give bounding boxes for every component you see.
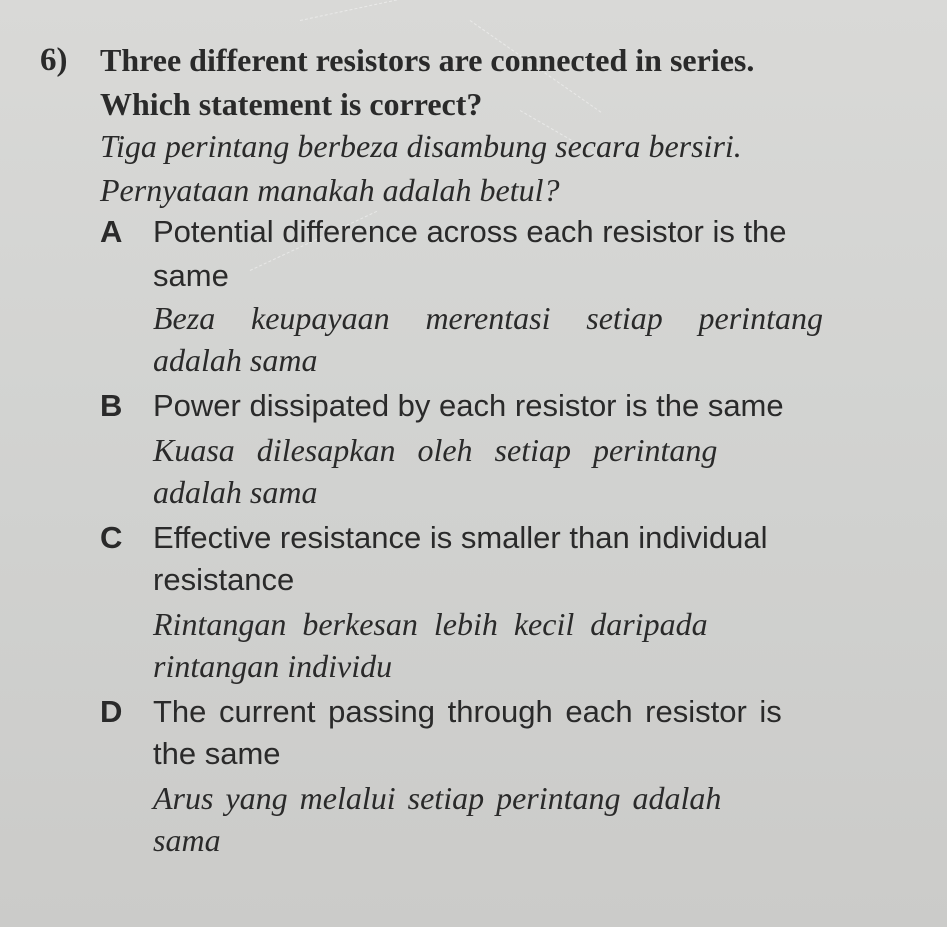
word: merentasi	[425, 300, 551, 336]
option-a-en-line-1[interactable]: Potential difference across each resistor is the	[153, 214, 787, 249]
option-a-ms-line-1	[153, 300, 823, 337]
option-d-en-line-2[interactable]: the same	[153, 736, 281, 771]
option-a-ms-line-2: adalah sama	[153, 342, 318, 378]
option-c-en-line-1[interactable]: Effective resistance is smaller than individual	[153, 520, 768, 555]
option-b-ms-line-2: adalah sama	[153, 474, 318, 510]
option-b-ms-line-1: Kuasa dilesapkan oleh setiap perintang	[153, 432, 718, 468]
word: keupayaan	[251, 300, 390, 336]
option-d-ms-line-1: Arus yang melalui setiap perintang adalah	[153, 780, 722, 816]
option-b-letter[interactable]: B	[100, 388, 123, 423]
option-b-en-line-1[interactable]: Power dissipated by each resistor is the same	[153, 388, 784, 423]
option-a-letter[interactable]: A	[100, 214, 123, 249]
option-c-ms-line-2: rintangan individu	[153, 648, 393, 684]
paper-crease	[300, 0, 476, 21]
question-number: 6)	[40, 42, 68, 78]
option-d-ms-line-2: sama	[153, 822, 221, 858]
question-stem-ms-line-2: Pernyataan manakah adalah betul?	[100, 172, 560, 208]
word: setiap	[586, 300, 663, 336]
option-d-letter[interactable]: D	[100, 694, 123, 729]
option-c-ms-line-1: Rintangan berkesan lebih kecil daripada	[153, 606, 708, 642]
question-stem-ms-line-1: Tiga perintang berbeza disambung secara bersiri.	[100, 128, 742, 164]
question-stem-en-line-2: Which statement is correct?	[100, 86, 483, 122]
word: Beza	[153, 300, 216, 336]
option-c-letter[interactable]: C	[100, 520, 123, 555]
option-d-en-line-1[interactable]: The current passing through each resistor is	[153, 694, 782, 729]
word: perintang	[698, 300, 823, 336]
question-stem-en-line-1: Three different resistors are connected in series.	[100, 42, 755, 78]
option-c-en-line-2[interactable]: resistance	[153, 562, 295, 597]
option-a-en-line-2[interactable]: same	[153, 258, 229, 293]
